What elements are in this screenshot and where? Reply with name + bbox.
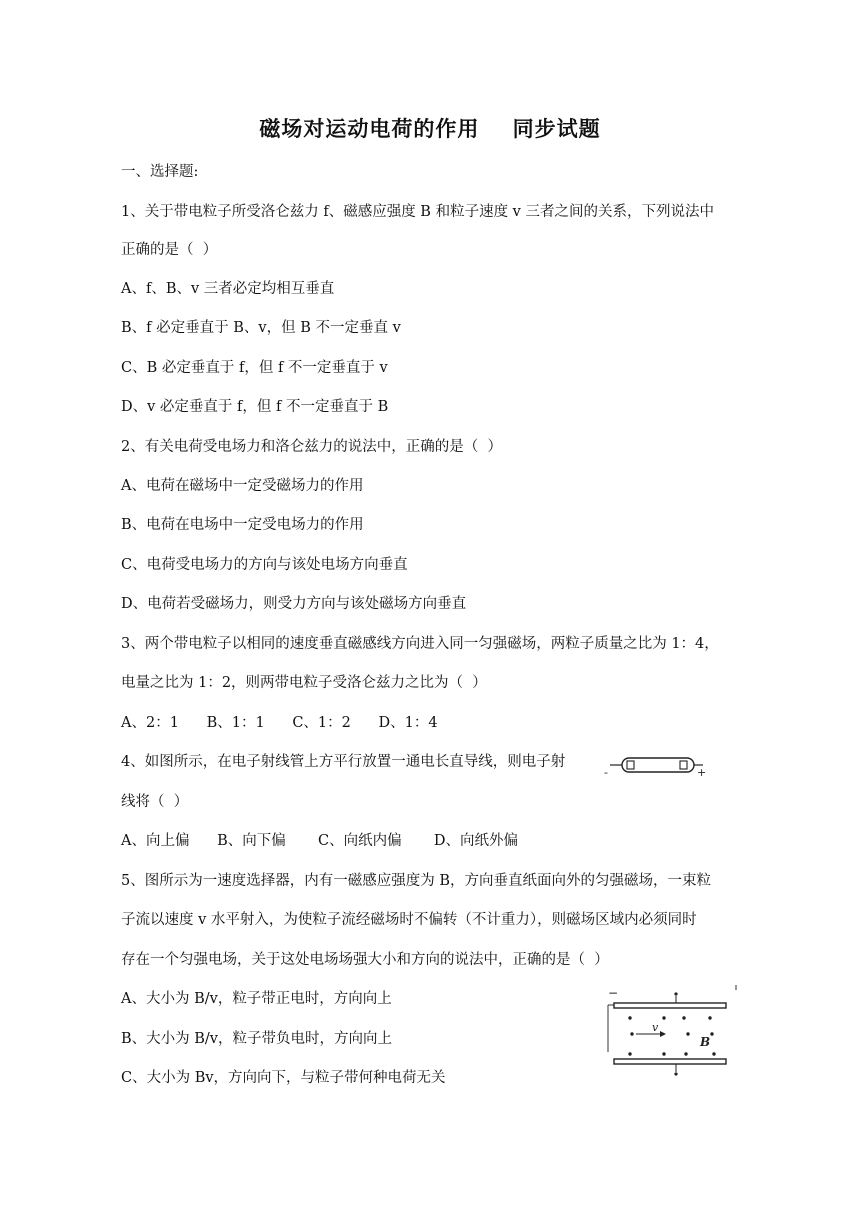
q3-stem-line1: 3、两个带电粒子以相同的速度垂直磁感线方向进入同一匀强磁场，两粒子质量之比为 1：4， [121,636,719,652]
field-dot [628,1052,631,1055]
q2-option-a: A、电荷在磁场中一定受磁场力的作用 [121,478,364,494]
q1-stem-line1: 1、关于带电粒子所受洛仑兹力 f、磁感应强度 B 和粒子速度 v 三者之间的关系，下列说法中 [121,204,714,220]
magnetic-field-label: B [700,1035,711,1049]
q1-option-d: D、v 必定垂直于 f，但 f 不一定垂直于 B [121,399,389,415]
electron-tube-figure [600,752,715,778]
page-title: 磁场对运动电荷的作用 同步试题 [259,117,601,141]
q4-stem-line2: 线将（ ） [121,794,189,810]
bottom-plate-terminal [674,1072,677,1075]
q2-option-d: D、电荷若受磁场力，则受力方向与该处磁场方向垂直 [121,596,467,612]
top-plate [614,1003,726,1008]
field-dot [662,1052,665,1055]
minus-label: − [608,986,619,1000]
velocity-arrowhead [660,1031,666,1037]
field-dot [708,1016,711,1019]
q5-option-c: C、大小为 Bv，方向向下，与粒子带何种电荷无关 [121,1070,446,1086]
field-dot [710,1032,713,1035]
q2-option-b: B、电荷在电场中一定受电场力的作用 [121,517,364,533]
field-dot [686,1032,689,1035]
q5-option-b: B、大小为 B/v，粒子带负电时，方向向上 [121,1031,392,1047]
q2-option-c: C、电荷受电场力的方向与该处电场方向垂直 [121,557,408,573]
tube-cathode [627,761,634,769]
bottom-plate [614,1059,726,1064]
q5-stem-line3: 存在一个匀强电场，关于这处电场场强大小和方向的说法中，正确的是（ ） [121,952,609,968]
q1-option-a: A、f、B、v 三者必定均相互垂直 [121,281,335,297]
q3-stem-line2: 电量之比为 1：2，则两带电粒子受洛仑兹力之比为（ ） [121,675,487,691]
field-dot [628,1016,631,1019]
minus-terminal-label: - [604,766,608,778]
field-dot [662,1016,665,1019]
particle-dot [630,1032,633,1035]
q1-stem-line2: 正确的是（ ） [121,242,218,258]
velocity-selector-figure [598,982,743,1082]
velocity-label: v [652,1021,659,1034]
q2-stem: 2、有关电荷受电场力和洛仑兹力的说法中，正确的是（ ） [121,439,502,455]
tube-body [622,758,694,772]
field-dot [712,1052,715,1055]
q1-option-b: B、f 必定垂直于 B、v，但 B 不一定垂直 v [121,320,401,336]
plus-terminal-label: + [697,766,707,778]
field-dot [684,1052,687,1055]
q5-stem-line1: 5、图所示为一速度选择器，内有一磁感应强度为 B，方向垂直纸面向外的匀强磁场，一束粒 [121,873,711,889]
top-plate-terminal [674,992,677,995]
q3-options: A、2：1 B、1：1 C、1：2 D、1：4 [121,715,438,731]
q5-stem-line2: 子流以速度 v 水平射入，为使粒子流经磁场时不偏转（不计重力），则磁场区域内必须同时 [121,912,697,928]
q5-option-a: A、大小为 B/v，粒子带正电时，方向向上 [121,991,392,1007]
tube-anode [680,761,687,769]
q1-option-c: C、B 必定垂直于 f，但 f 不一定垂直于 v [121,360,388,376]
q4-stem-line1: 4、如图所示，在电子射线管上方平行放置一通电长直导线，则电子射 [121,754,566,770]
q4-options: A、向上偏 B、向下偏 C、向纸内偏 D、向纸外偏 [121,833,519,849]
section-heading: 一、选择题: [121,164,199,180]
field-dot [682,1016,685,1019]
